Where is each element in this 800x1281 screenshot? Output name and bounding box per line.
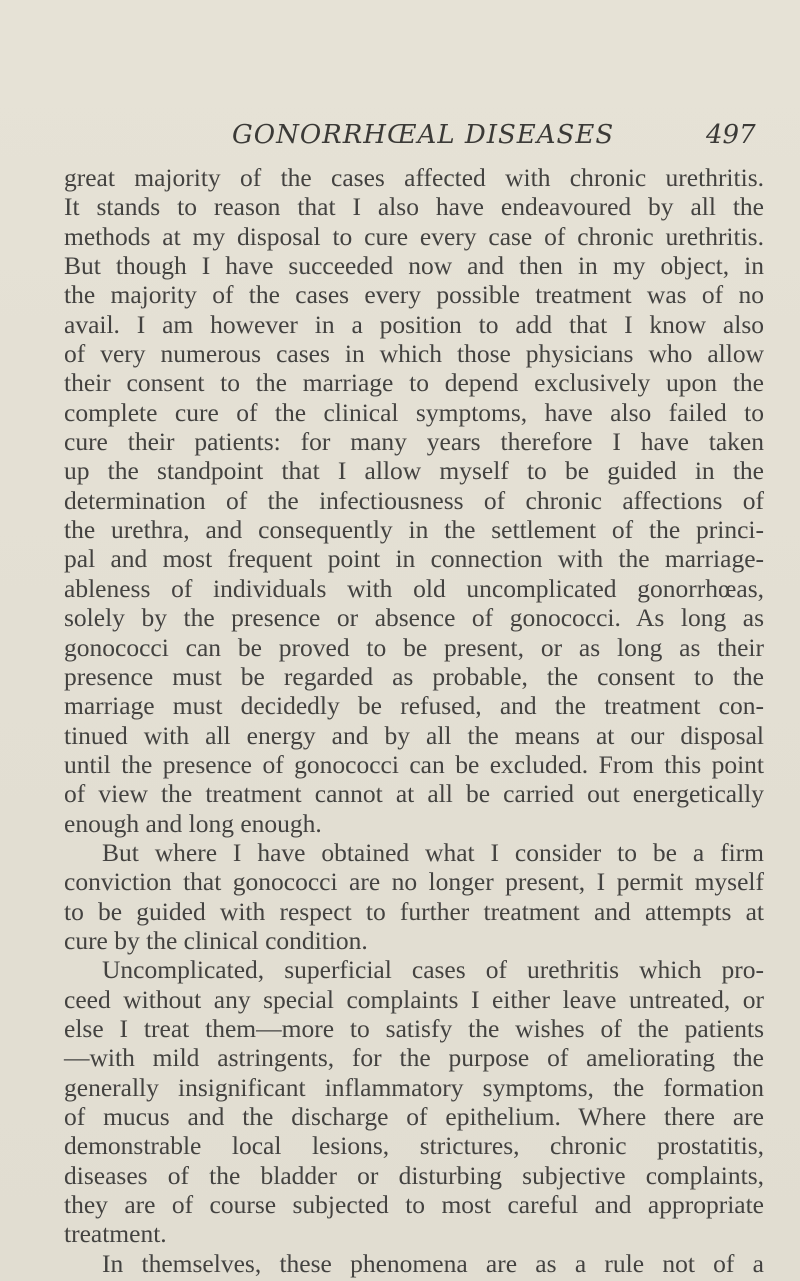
paragraph-start-line: Uncomplicated, superficial cases of urethritis which pro-	[102, 955, 764, 985]
text-line: solely by the presence or absence of gonococci. As long as	[64, 603, 764, 633]
text-line: gonococci can be proved to be present, or as long as their	[64, 632, 764, 662]
paragraph-start-line: In themselves, these phenomena are as a rule not of a	[102, 1248, 764, 1278]
text-line: But though I have succeeded now and then in my object, in	[64, 251, 764, 281]
text-line: diseases of the bladder or disturbing subjective complaints,	[64, 1160, 764, 1190]
text-line: cure their patients: for many years therefore I have taken	[64, 427, 764, 457]
body-text	[64, 163, 764, 1278]
text-line: of view the treatment cannot at all be carried out energetically	[64, 779, 764, 809]
text-line: —with mild astringents, for the purpose of ameliorating the	[64, 1043, 764, 1073]
text-line: else I treat them—more to satisfy the wishes of the patients	[64, 1013, 764, 1043]
paragraph-end-line: treatment.	[64, 1219, 167, 1249]
page-number: 497	[706, 120, 756, 150]
text-line: great majority of the cases affected with chronic urethritis.	[64, 163, 764, 192]
text-line: the majority of the cases every possible treatment was of no	[64, 280, 764, 310]
running-title: GONORRHŒAL DISEASES	[232, 120, 615, 150]
text-line: tinued with all energy and by all the means at our disposal	[64, 720, 764, 750]
text-line: up the standpoint that I allow myself to be guided in the	[64, 456, 764, 486]
text-line: to be guided with respect to further treatment and attempts at	[64, 896, 764, 926]
text-line: demonstrable local lesions, strictures, chronic prostatitis,	[64, 1131, 764, 1161]
text-line: ceed without any special complaints I either leave untreated, or	[64, 984, 764, 1014]
text-line: their consent to the marriage to depend exclusively upon the	[64, 368, 764, 398]
text-line: of very numerous cases in which those physicians who allow	[64, 339, 764, 369]
text-line: It stands to reason that I also have endeavoured by all the	[64, 192, 764, 222]
text-line: generally insignificant inflammatory symptoms, the formation	[64, 1072, 764, 1102]
running-head	[0, 118, 800, 152]
text-line: conviction that gonococci are no longer present, I permit myself	[64, 867, 764, 897]
text-line: determination of the infectiousness of chronic affections of	[64, 485, 764, 515]
paragraph-start-line: But where I have obtained what I consider to be a firm	[102, 837, 764, 867]
text-line: complete cure of the clinical symptoms, have also failed to	[64, 397, 764, 427]
text-line: the urethra, and consequently in the settlement of the princi-	[64, 515, 764, 545]
text-line: pal and most frequent point in connection with the marriage-	[64, 544, 764, 574]
text-line: avail. I am however in a position to add that I know also	[64, 309, 764, 339]
text-line: they are of course subjected to most careful and appropriate	[64, 1190, 764, 1220]
text-line: of mucus and the discharge of epithelium. Where there are	[64, 1102, 764, 1131]
paragraph-end-line: cure by the clinical condition.	[64, 925, 368, 955]
paragraph-end-line: enough and long enough.	[64, 808, 322, 838]
text-line: presence must be regarded as probable, the consent to the	[64, 661, 764, 691]
text-line: until the presence of gonococci can be excluded. From this point	[64, 749, 764, 779]
text-line: ableness of individuals with old uncomplicated gonorrhœas,	[64, 573, 764, 603]
text-line: marriage must decidedly be refused, and the treatment con-	[64, 691, 764, 721]
text-line: methods at my disposal to cure every case of chronic urethritis.	[64, 221, 764, 251]
